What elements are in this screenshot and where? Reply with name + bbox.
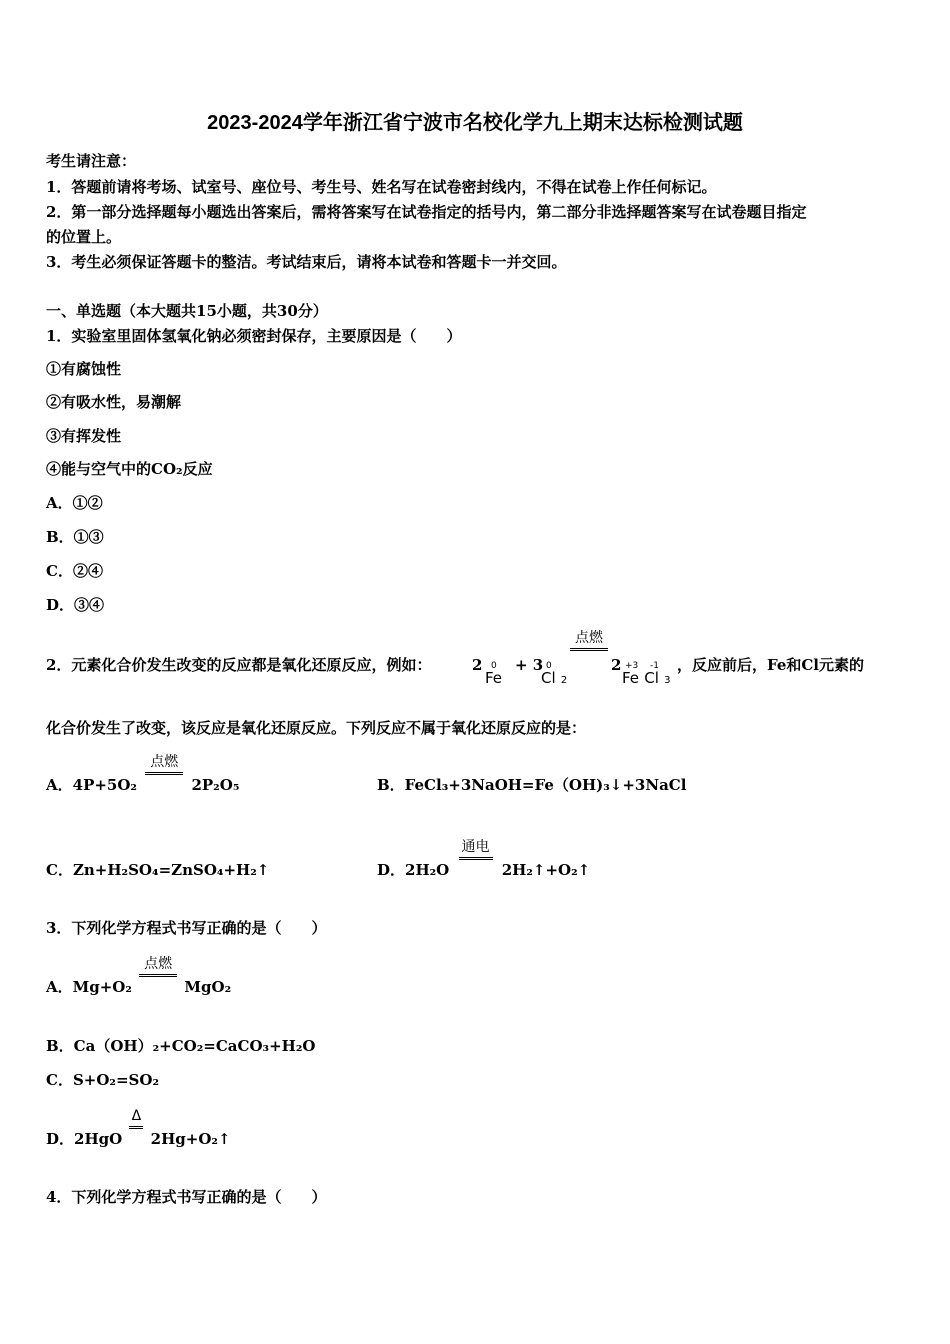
q1-item-4: ④能与空气中的CO₂反应: [46, 460, 213, 478]
q1-item-2: ②有吸水性，易潮解: [46, 393, 182, 411]
q2-cl-subscript: 2: [560, 675, 568, 686]
q3-stem: 3．下列化学方程式书写正确的是（ ）: [46, 919, 327, 937]
q1-option-a[interactable]: A．①②: [46, 494, 103, 512]
q2-stem-line-2: 化合价发生了改变，该反应是氧化还原反应。下列反应不属于氧化还原反应的是：: [46, 719, 587, 737]
q2-cl-oxidation: 0: [546, 661, 552, 671]
notice-heading: 考生请注意：: [46, 152, 137, 170]
notice-line-2-cont: 的位置上。: [46, 228, 122, 246]
q4-stem: 4．下列化学方程式书写正确的是（ ）: [46, 1188, 327, 1206]
q3-d-condition: Δ: [129, 1108, 143, 1129]
q2-d-reactants: D．2H₂O: [377, 861, 450, 879]
q2-cl-symbol: Cl: [541, 669, 556, 687]
q3-a-arrow: [139, 956, 177, 997]
q1-option-d[interactable]: D．③④: [46, 596, 105, 614]
q2-a-reactants: A．4P+5O₂: [46, 776, 137, 794]
q3-option-c[interactable]: C．S+O₂=SO₂: [46, 1071, 160, 1089]
q3-option-a[interactable]: [46, 956, 232, 997]
q2-d-arrow: [459, 839, 493, 880]
q2-a-products: 2P₂O₅: [191, 776, 240, 794]
q2-stem-pre: 2．元素化合价发生改变的反应都是氧化还原反应，例如：: [46, 656, 432, 674]
q3-d-arrow: [129, 1108, 143, 1149]
q1-stem: 1．实验室里固体氢氧化钠必须密封保存，主要原因是（ ）: [46, 327, 462, 345]
q2-fe-symbol: Fe: [485, 669, 503, 687]
q2-fe: [485, 661, 503, 688]
q2-option-b[interactable]: B．FeCl₃+3NaOH=Fe（OH)₃↓+3NaCl: [377, 776, 687, 794]
notice-line-3: 3．考生必须保证答题卡的整洁。考试结束后，请将本试卷和答题卡一并交回。: [46, 253, 567, 271]
q2-fe2-oxidation: +3: [625, 661, 639, 671]
q1-item-1: ①有腐蚀性: [46, 360, 122, 378]
q3-option-b[interactable]: B．Ca（OH）₂+CO₂=CaCO₃+H₂O: [46, 1037, 316, 1055]
page-title: 2023-2024学年浙江省宁波市名校化学九上期末达标检测试题: [207, 112, 743, 134]
section-heading: 一、单选题（本大题共15小题，共30分）: [46, 302, 328, 320]
q3-a-reactants: A．Mg+O₂: [46, 978, 132, 996]
q2-coef-1: 2: [472, 656, 483, 674]
notice-line-1: 1．答题前请将考场、试室号、座位号、考生号、姓名写在试卷密封线内，不得在试卷上作任何标记。: [46, 178, 717, 196]
q2-cl2-subscript: 3: [664, 675, 671, 686]
q2-d-condition: 通电: [459, 839, 493, 860]
q2-option-c[interactable]: C．Zn+H₂SO₄=ZnSO₄+H₂↑: [46, 861, 270, 879]
q3-option-d[interactable]: [46, 1108, 231, 1149]
q2-cl2-oxidation: -1: [650, 661, 659, 671]
q1-option-c[interactable]: C．②④: [46, 562, 103, 580]
q3-d-products: 2Hg+O₂↑: [150, 1130, 231, 1148]
q3-d-reactants: D．2HgO: [46, 1130, 123, 1148]
q3-a-condition: 点燃: [139, 956, 177, 977]
q2-stem-post: ，反应前后，Fe和Cl元素的: [677, 656, 865, 674]
q2-coef-2: 2: [611, 656, 622, 674]
notice-line-2: 2．第一部分选择题每小题选出答案后，需将答案写在试卷指定的括号内，第二部分非选择题答案写在试卷题目指定: [46, 203, 807, 221]
q2-cl2-symbol: Cl: [644, 669, 659, 687]
q1-item-3: ③有挥发性: [46, 427, 122, 445]
q2-fecl3: [622, 661, 671, 691]
q2-plus-3: + 3: [515, 656, 544, 674]
q2-cl: [541, 661, 568, 691]
q2-d-products: 2H₂↑+O₂↑: [501, 861, 591, 879]
q2-option-a[interactable]: [46, 754, 240, 795]
q2-fe2-symbol: Fe: [622, 669, 640, 687]
q1-option-b[interactable]: B．①③: [46, 528, 104, 546]
q2-a-arrow: [145, 754, 183, 795]
q3-a-products: MgO₂: [184, 978, 232, 996]
q2-condition: 点燃: [570, 630, 608, 651]
q2-fe-oxidation: 0: [491, 661, 497, 671]
q2-option-d[interactable]: [377, 839, 591, 880]
q2-a-condition: 点燃: [145, 754, 183, 775]
